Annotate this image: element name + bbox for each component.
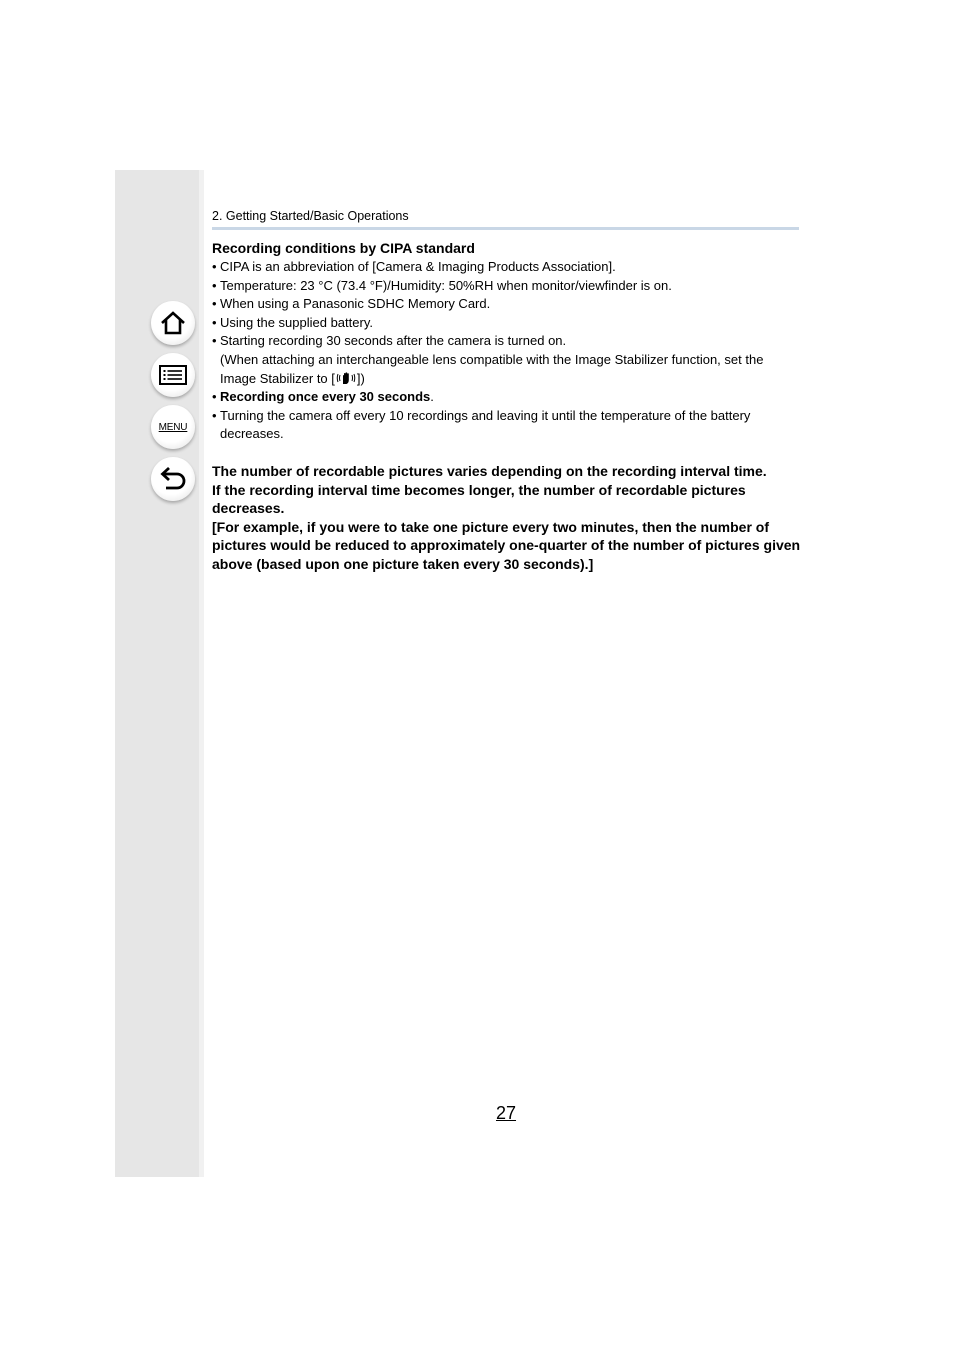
bold-bullet-text: Recording once every 30 seconds (220, 389, 431, 405)
home-icon (159, 310, 187, 336)
main-content (212, 239, 802, 574)
home-button[interactable] (151, 301, 195, 345)
conditions-list (212, 258, 802, 351)
stabilizer-note (212, 351, 802, 388)
header-divider (212, 227, 799, 230)
list-item: • CIPA is an abbreviation of [Camera & Imaging Products Association]. (212, 258, 802, 277)
recording-interval-notes (212, 462, 802, 574)
contents-list-icon (158, 364, 188, 386)
list-item: • Temperature: 23 °C (73.4 °F)/Humidity: 50%RH when monitor/viewfinder is on. (212, 277, 802, 296)
hand-shake-stabilizer-icon (336, 371, 356, 385)
stabilizer-note-line1: (When attaching an interchangeable lens compatible with the Image Stabilizer function, set the (220, 351, 764, 367)
note-line: The number of recordable pictures varies depending on the recording interval time. (212, 462, 767, 479)
list-item: • Starting recording 30 seconds after the camera is turned on. (212, 332, 802, 351)
sidebar-edge (199, 170, 204, 1177)
menu-button[interactable] (151, 405, 195, 449)
breadcrumb: 2. Getting Started/Basic Operations (212, 209, 409, 223)
back-button[interactable] (151, 457, 195, 501)
menu-label: MENU (158, 421, 188, 433)
list-item-bold (212, 388, 802, 407)
list-item: • Using the supplied battery. (212, 314, 802, 333)
stabilizer-note-post: ]) (356, 370, 365, 386)
section-title: Recording conditions by CIPA standard (212, 240, 475, 256)
list-item: • When using a Panasonic SDHC Memory Card. (212, 295, 802, 314)
contents-button[interactable] (151, 353, 195, 397)
note-line: [For example, if you were to take one picture every two minutes, then the number of pictures would be reduced to approximately one-quarter of the number of pictures given above (based upon one picture taken every 30 seconds).] (212, 518, 801, 572)
list-item: • Turning the camera off every 10 recordings and leaving it until the temperature of the battery decreases. (212, 407, 802, 444)
bold-bullet-suffix: . (430, 389, 434, 405)
back-arrow-icon (159, 466, 187, 492)
note-line: If the recording interval time becomes longer, the number of recordable pictures decreases. (212, 481, 746, 517)
stabilizer-note-line2 (220, 370, 802, 389)
page-number[interactable]: 27 (495, 1103, 517, 1123)
conditions-list-continued (212, 388, 802, 444)
stabilizer-note-pre: Image Stabilizer to [ (220, 370, 335, 386)
